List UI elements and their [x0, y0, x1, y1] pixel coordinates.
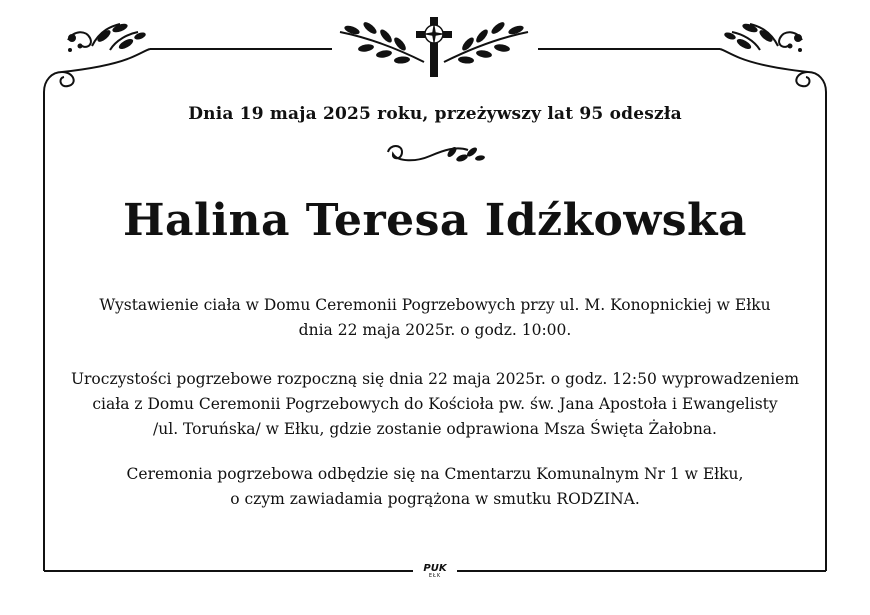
logo-sub-text: EŁK	[428, 573, 442, 579]
paragraph-line: Uroczystości pogrzebowe rozpoczną się dnia 22 maja 2025r. o godz. 12:50 wyprowadzeniem	[70, 370, 800, 388]
paragraph-line: Wystawienie ciała w Domu Ceremonii Pogrzebowych przy ul. M. Konopnickiej w Ełku	[99, 296, 771, 314]
deceased-name: Halina Teresa Idźkowska	[122, 195, 748, 246]
paragraph-line: Ceremonia pogrzebowa odbędzie się na Cmentarzu Komunalnym Nr 1 w Ełku,	[126, 465, 744, 483]
laurel-branch-left-icon	[340, 20, 424, 64]
logo-main-text: PUK	[423, 563, 447, 574]
viewing-paragraph	[44, 293, 826, 343]
corner-ornament-right-icon	[720, 24, 826, 92]
burial-paragraph	[44, 462, 826, 512]
ceremony-paragraph	[44, 367, 826, 442]
paragraph-line: /ul. Toruńska/ w Ełku, gdzie zostanie odprawiona Msza Święta Żałobna.	[153, 420, 717, 438]
cross-icon	[416, 17, 452, 77]
leaf-cluster-left-icon	[68, 22, 147, 52]
paragraph-line: dnia 22 maja 2025r. o godz. 10:00.	[298, 321, 572, 339]
leaf-cluster-right-icon	[723, 22, 802, 52]
paragraph-line: o czym zawiadamia pogrążona w smutku RODZINA.	[230, 490, 640, 508]
paragraph-line: ciała z Domu Ceremonii Pogrzebowych do Kościoła pw. św. Jana Apostoła i Ewangelisty	[92, 395, 778, 413]
intro-text: Dnia 19 maja 2025 roku, przeżywszy lat 95 odeszła	[188, 104, 682, 124]
company-logo	[418, 564, 452, 579]
corner-ornament-left-icon	[44, 24, 150, 92]
flourish-divider-icon	[388, 145, 485, 162]
laurel-branch-right-icon	[444, 20, 528, 64]
